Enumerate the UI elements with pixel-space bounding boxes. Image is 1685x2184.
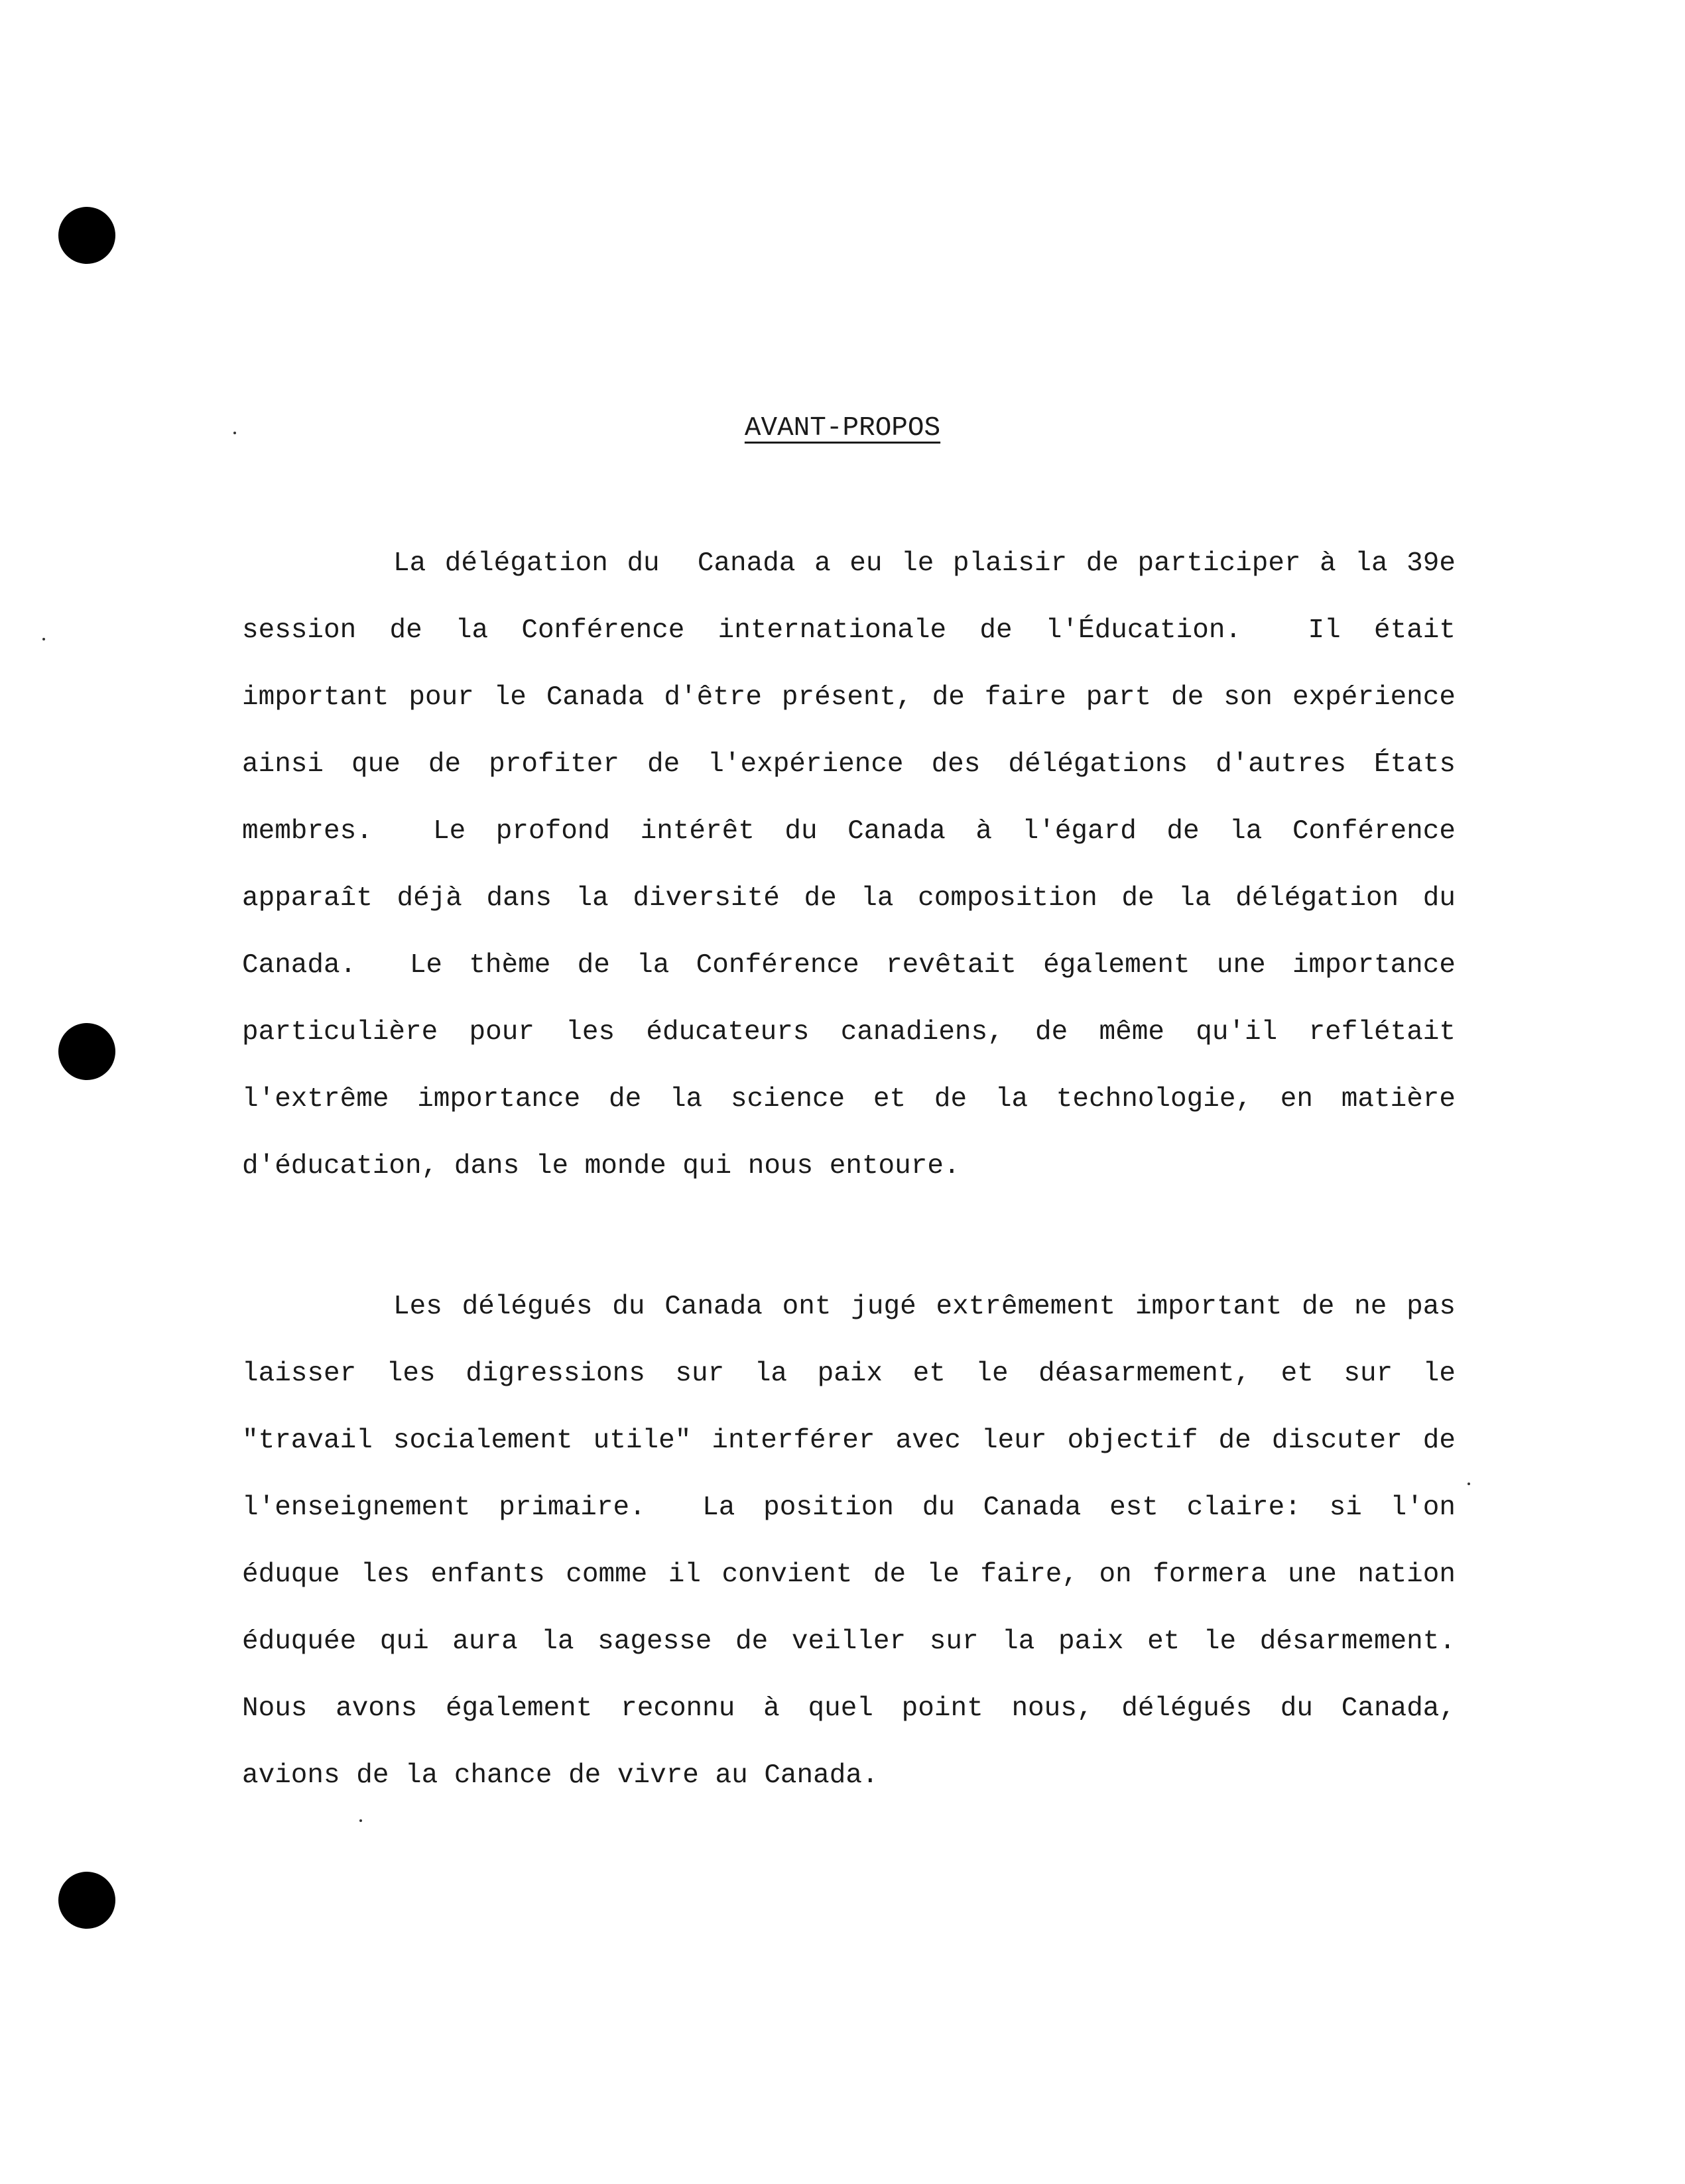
punch-hole-top: [58, 207, 115, 264]
paragraph-line: d'éducation, dans le monde qui nous entoure.: [242, 1151, 960, 1182]
paragraph-line: l'extrême importance de la science et de la technologie, en matière: [242, 1084, 1456, 1115]
paragraph-line: "travail socialement utile" interférer avec leur objectif de discuter de: [242, 1426, 1456, 1456]
punch-hole-middle: [58, 1023, 115, 1080]
paragraph-line: Canada. Le thème de la Conférence revêtait également une importance: [242, 950, 1456, 981]
scan-speck: [42, 638, 45, 640]
page-title: [0, 408, 1685, 448]
scan-speck: [1467, 1483, 1470, 1485]
paragraph-line: apparaît déjà dans la diversité de la composition de la délégation du: [242, 883, 1456, 914]
paragraph-line: Les délégués du Canada ont jugé extrêmement important de ne pas: [393, 1292, 1456, 1322]
punch-hole-bottom: [58, 1872, 115, 1929]
paragraph-line: laisser les digressions sur la paix et le déasarmement, et sur le: [242, 1359, 1456, 1389]
paragraph-line: important pour le Canada d'être présent, de faire part de son expérience: [242, 682, 1456, 713]
paragraph-line: éduquée qui aura la sagesse de veiller sur la paix et le désarmement.: [242, 1626, 1456, 1657]
paragraph-line: session de la Conférence internationale de l'Éducation. Il était: [242, 615, 1456, 646]
paragraph-1: [242, 544, 1456, 1213]
paragraph-2: [242, 1287, 1456, 1823]
paragraph-line: éduque les enfants comme il convient de le faire, on formera une nation: [242, 1559, 1456, 1590]
paragraph-line: particulière pour les éducateurs canadiens, de même qu'il reflétait: [242, 1017, 1456, 1048]
page-title-text: AVANT-PROPOS: [744, 413, 941, 444]
paragraph-line: l'enseignement primaire. La position du Canada est claire: si l'on: [242, 1492, 1456, 1523]
paragraph-line: avions de la chance de vivre au Canada.: [242, 1760, 879, 1791]
paragraph-line: membres. Le profond intérêt du Canada à l'égard de la Conférence: [242, 816, 1456, 847]
paragraph-line: Nous avons également reconnu à quel point nous, délégués du Canada,: [242, 1693, 1456, 1724]
paragraph-line: ainsi que de profiter de l'expérience des délégations d'autres États: [242, 749, 1456, 780]
paragraph-line: La délégation du Canada a eu le plaisir de participer à la 39e: [393, 548, 1456, 579]
